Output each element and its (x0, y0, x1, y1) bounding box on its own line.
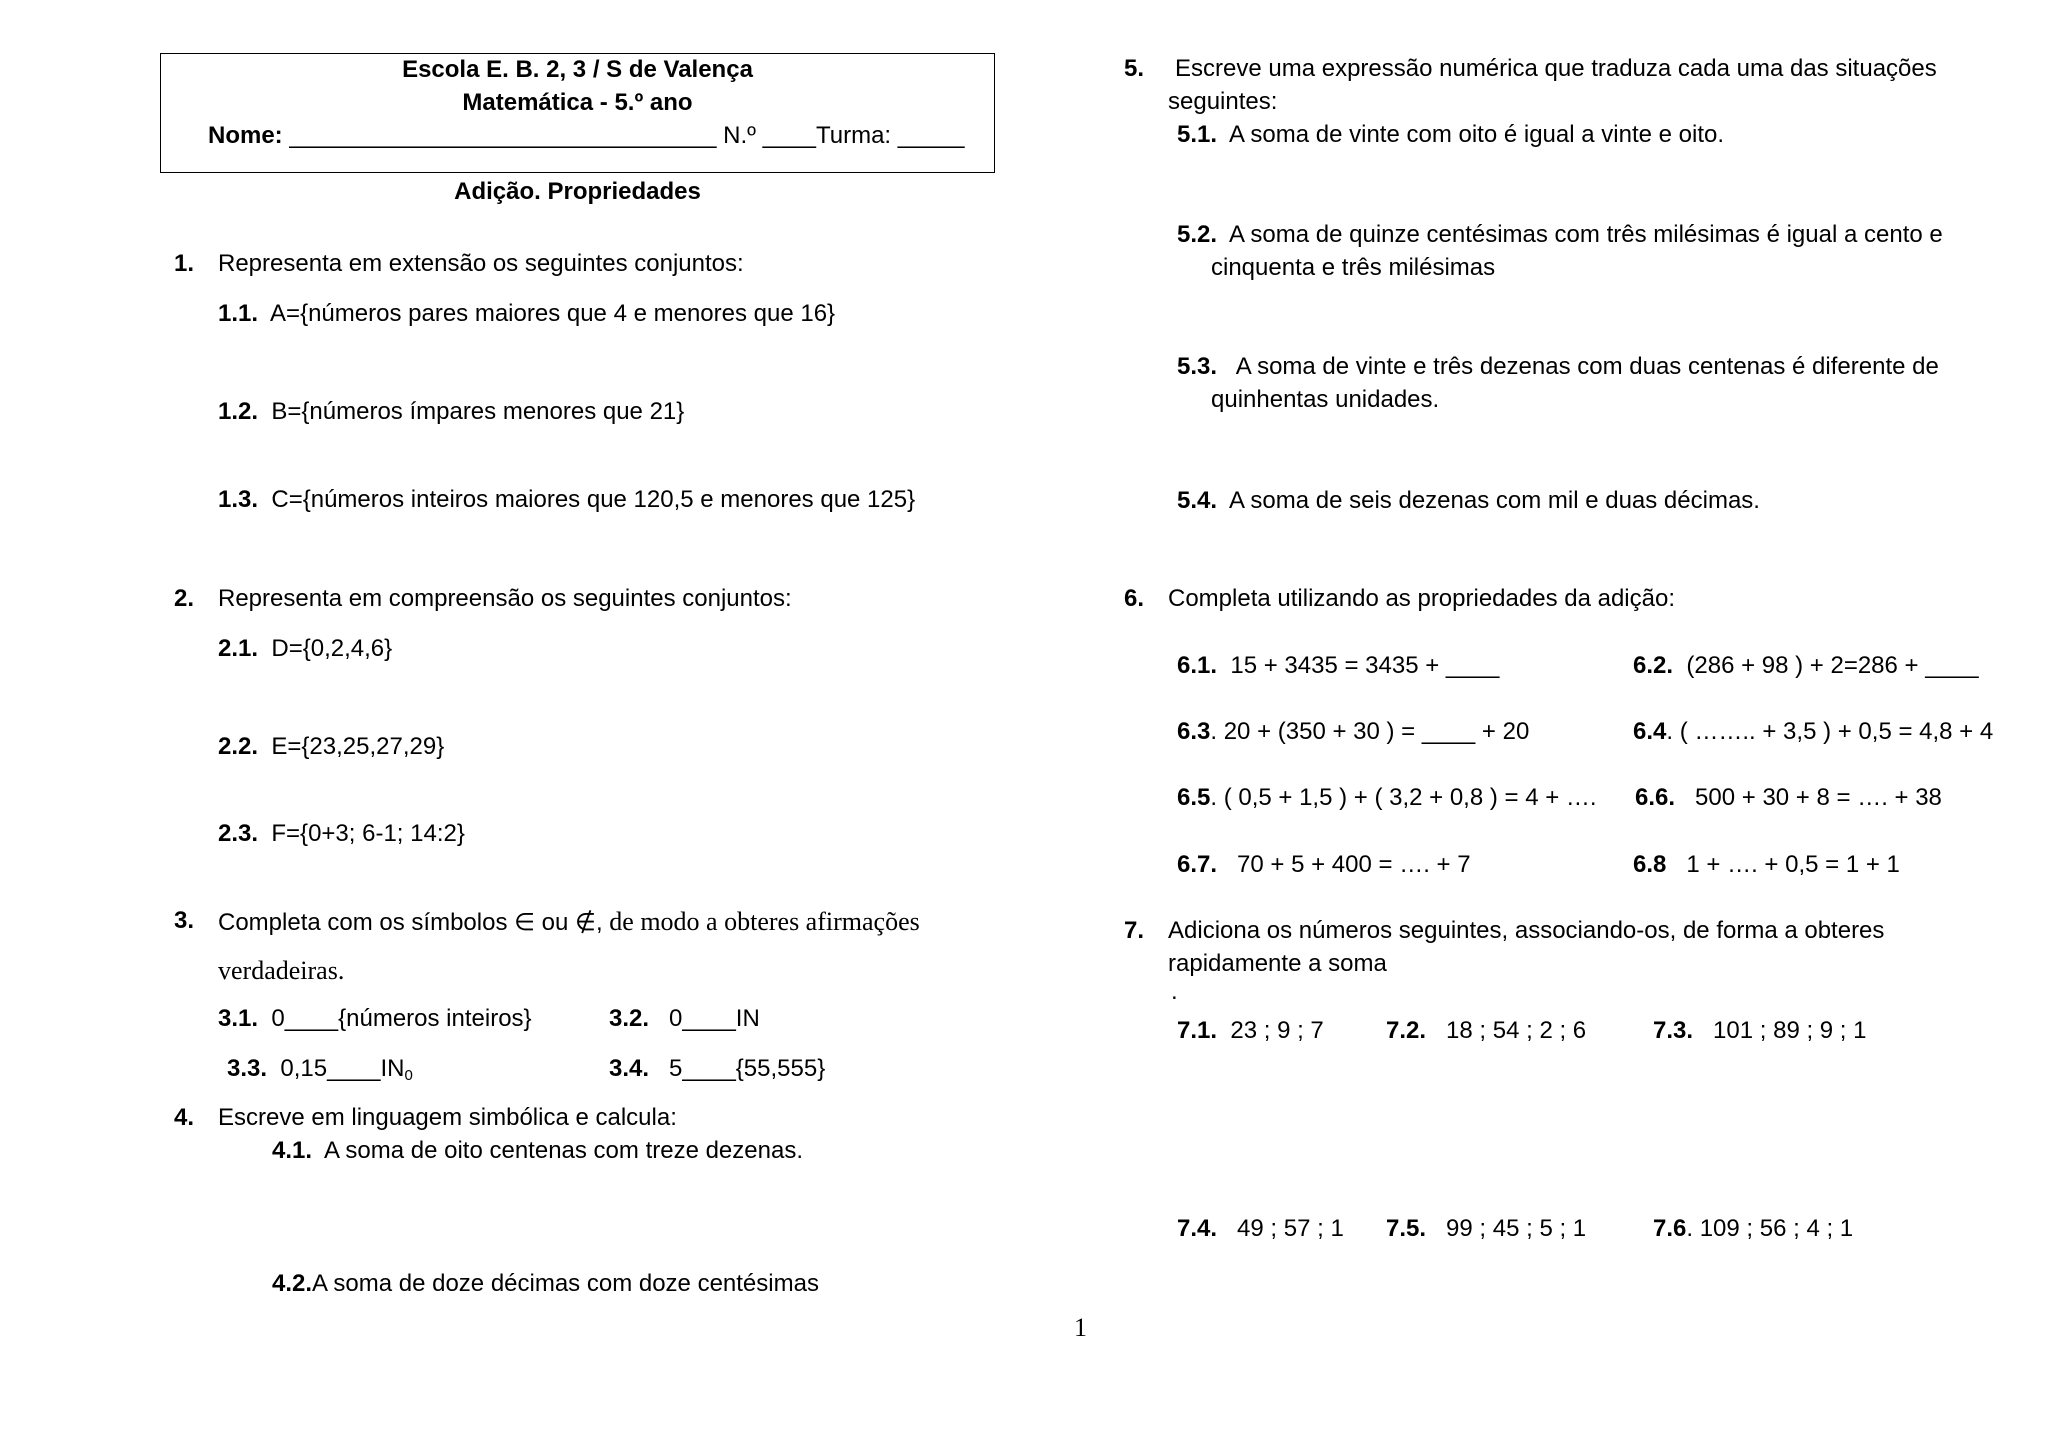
q2-item: 2.3. F={0+3; 6-1; 14:2} (218, 820, 465, 847)
q3-text: Completa com os símbolos ∈ ou ∉, de modo a obteres afirmações (218, 907, 920, 936)
q6-item: 6.8 1 + …. + 0,5 = 1 + 1 (1633, 851, 1900, 878)
q1-item: 1.3. C={números inteiros maiores que 120,5 e menores que 125} (218, 486, 916, 513)
q6-item: 6.5. ( 0,5 + 1,5 ) + ( 3,2 + 0,8 ) = 4 + …. (1177, 784, 1597, 811)
q6-item: 6.3. 20 + (350 + 30 ) = ____ + 20 (1177, 718, 1530, 745)
q5-item: 5.4. A soma de seis dezenas com mil e duas décimas. (1177, 487, 1760, 514)
q7-item: 7.5. 99 ; 45 ; 5 ; 1 (1386, 1215, 1587, 1242)
q3-text-cont: verdadeiras. (218, 956, 345, 985)
q1-item: 1.2. B={números ímpares menores que 21} (218, 398, 685, 425)
name-label: Nome: (208, 122, 283, 149)
q4-text: Escreve em linguagem simbólica e calcula: (218, 1104, 677, 1131)
q3-item: 3.1. 0____{números inteiros} (218, 1005, 532, 1032)
q3-number: 3. (174, 907, 195, 934)
page-title: Adição. Propriedades (454, 178, 701, 205)
q2-item: 2.2. E={23,25,27,29} (218, 733, 445, 760)
student-info-line (208, 122, 965, 151)
q6-item: 6.7. 70 + 5 + 400 = …. + 7 (1177, 851, 1471, 878)
q2-item: 2.1. D={0,2,4,6} (218, 635, 393, 662)
school-name: Escola E. B. 2, 3 / S de Valença (402, 56, 753, 83)
q5-item: 5.1. A soma de vinte com oito é igual a vinte e oito. (1177, 121, 1724, 148)
q7-text-cont: rapidamente a soma (1168, 950, 1387, 977)
class-field[interactable]: _____ (897, 122, 965, 149)
q5-item: 5.2. A soma de quinze centésimas com três milésimas é igual a cento e (1177, 221, 1943, 248)
q7-item: 7.4. 49 ; 57 ; 1 (1177, 1215, 1344, 1242)
q4-item: 4.2.A soma de doze décimas com doze centésimas (272, 1270, 819, 1297)
q4-item: 4.1. A soma de oito centenas com treze dezenas. (272, 1137, 803, 1164)
q2-text: Representa em compreensão os seguintes conjuntos: (218, 585, 792, 612)
q1-text: Representa em extensão os seguintes conjuntos: (218, 250, 744, 277)
q6-item: 6.4. ( …….. + 3,5 ) + 0,5 = 4,8 + 4 (1633, 718, 1994, 745)
q5-item-cont: quinhentas unidades. (1211, 386, 1440, 413)
q1-item: 1.1. A={números pares maiores que 4 e menores que 16} (218, 300, 836, 327)
q7-number: 7. (1124, 917, 1145, 944)
q6-item: 6.2. (286 + 98 ) + 2=286 + ____ (1633, 652, 1979, 679)
q7-item: 7.3. 101 ; 89 ; 9 ; 1 (1653, 1017, 1867, 1044)
q7-item: 7.2. 18 ; 54 ; 2 ; 6 (1386, 1017, 1587, 1044)
q2-number: 2. (174, 585, 195, 612)
q6-number: 6. (1124, 585, 1145, 612)
class-label: Turma: (815, 122, 892, 149)
q5-item-cont: cinquenta e três milésimas (1211, 254, 1496, 281)
q5-text: Escreve uma expressão numérica que traduza cada uma das situações (1175, 55, 1937, 82)
q6-item: 6.1. 15 + 3435 = 3435 + ____ (1177, 652, 1500, 679)
q4-number: 4. (174, 1104, 195, 1131)
name-field[interactable]: ________________________________ (289, 122, 717, 149)
q1-number: 1. (174, 250, 195, 277)
number-label: N.º (723, 122, 756, 149)
q6-text: Completa utilizando as propriedades da adição: (1168, 585, 1675, 612)
q5-text-cont: seguintes: (1168, 88, 1278, 115)
q3-item: 3.4. 5____{55,555} (609, 1055, 826, 1082)
q7-item: 7.1. 23 ; 9 ; 7 (1177, 1017, 1324, 1044)
q5-number: 5. (1124, 55, 1145, 82)
q7-item: 7.6. 109 ; 56 ; 4 ; 1 (1653, 1215, 1854, 1242)
q5-item: 5.3. A soma de vinte e três dezenas com duas centenas é diferente de (1177, 353, 1939, 380)
q7-text: Adiciona os números seguintes, associando-os, de forma a obteres (1168, 917, 1885, 944)
page-number: 1 (1074, 1313, 1087, 1342)
q3-item: 3.3. $0,15\_\_\_\_IN_0$ (227, 1055, 413, 1084)
subject: Matemática - 5.º ano (462, 89, 693, 116)
number-field[interactable]: ____ (762, 122, 816, 149)
q3-item: 3.2. 0____IN (609, 1005, 760, 1032)
q6-item: 6.6. 500 + 30 + 8 = …. + 38 (1635, 784, 1942, 811)
q7-dot: . (1171, 978, 1178, 1005)
